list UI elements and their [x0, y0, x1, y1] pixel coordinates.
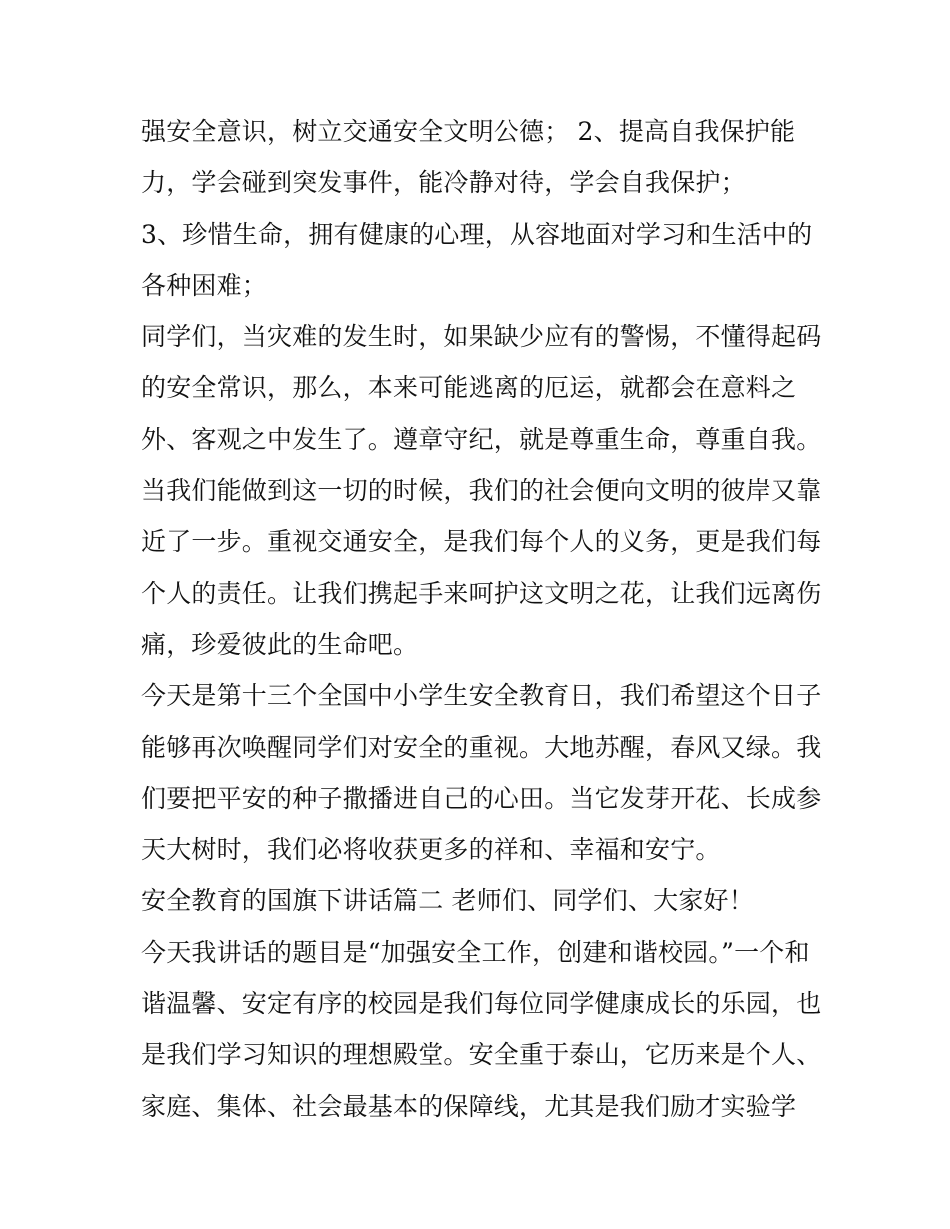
- text-line: 力，学会碰到突发事件，能冷静对待，学会自我保护；: [141, 168, 746, 198]
- document-body: [141, 106, 821, 1132]
- text-line: 强安全意识，树立交通安全文明公德； 2、提高自我保护能: [141, 117, 796, 146]
- text-line: 近了一步。重视交通安全，是我们每个人的义务，更是我们每: [141, 527, 822, 557]
- text-line: 各种困难；: [141, 270, 268, 300]
- text-line: 个人的责任。让我们携起手来呵护这文明之花，让我们远离伤: [141, 578, 822, 608]
- text-line: 今天是第十三个全国中小学生安全教育日，我们希望这个日子: [141, 681, 822, 711]
- text-line: 的安全常识，那么，本来可能逃离的厄运，就都会在意料之: [141, 373, 797, 403]
- text-line: 同学们，当灾难的发生时，如果缺少应有的警惕，不懂得起码: [141, 322, 822, 352]
- section-heading-line: 安全教育的国旗下讲话篇二 老师们、同学们、大家好！: [141, 886, 754, 916]
- text-line: 是我们学习知识的理想殿堂。安全重于泰山，它历来是个人、: [141, 1040, 822, 1070]
- text-line: 天大树时，我们必将收获更多的祥和、幸福和安宁。: [141, 835, 721, 865]
- text-line: 今天我讲话的题目是“加强安全工作，创建和谐校园。”一个和: [141, 937, 810, 967]
- text-line: 外、客观之中发生了。遵章守纪，就是尊重生命，尊重自我。: [141, 424, 822, 454]
- text-line: 家庭、集体、社会最基本的保障线，尤其是我们励才实验学: [141, 1091, 797, 1121]
- text-line: 谐温馨、安定有序的校园是我们每位同学健康成长的乐园，也: [141, 989, 822, 1019]
- text-line: 当我们能做到这一切的时候，我们的社会便向文明的彼岸又靠: [141, 476, 822, 506]
- text-line: 痛，珍爱彼此的生命吧。: [141, 629, 419, 659]
- text-line: 能够再次唤醒同学们对安全的重视。大地苏醒，春风又绿。我: [141, 732, 822, 762]
- text-line: 3、珍惜生命，拥有健康的心理，从容地面对学习和生活中的: [141, 219, 813, 249]
- text-line: 们要把平安的种子撒播进自己的心田。当它发芽开花、长成参: [141, 783, 822, 813]
